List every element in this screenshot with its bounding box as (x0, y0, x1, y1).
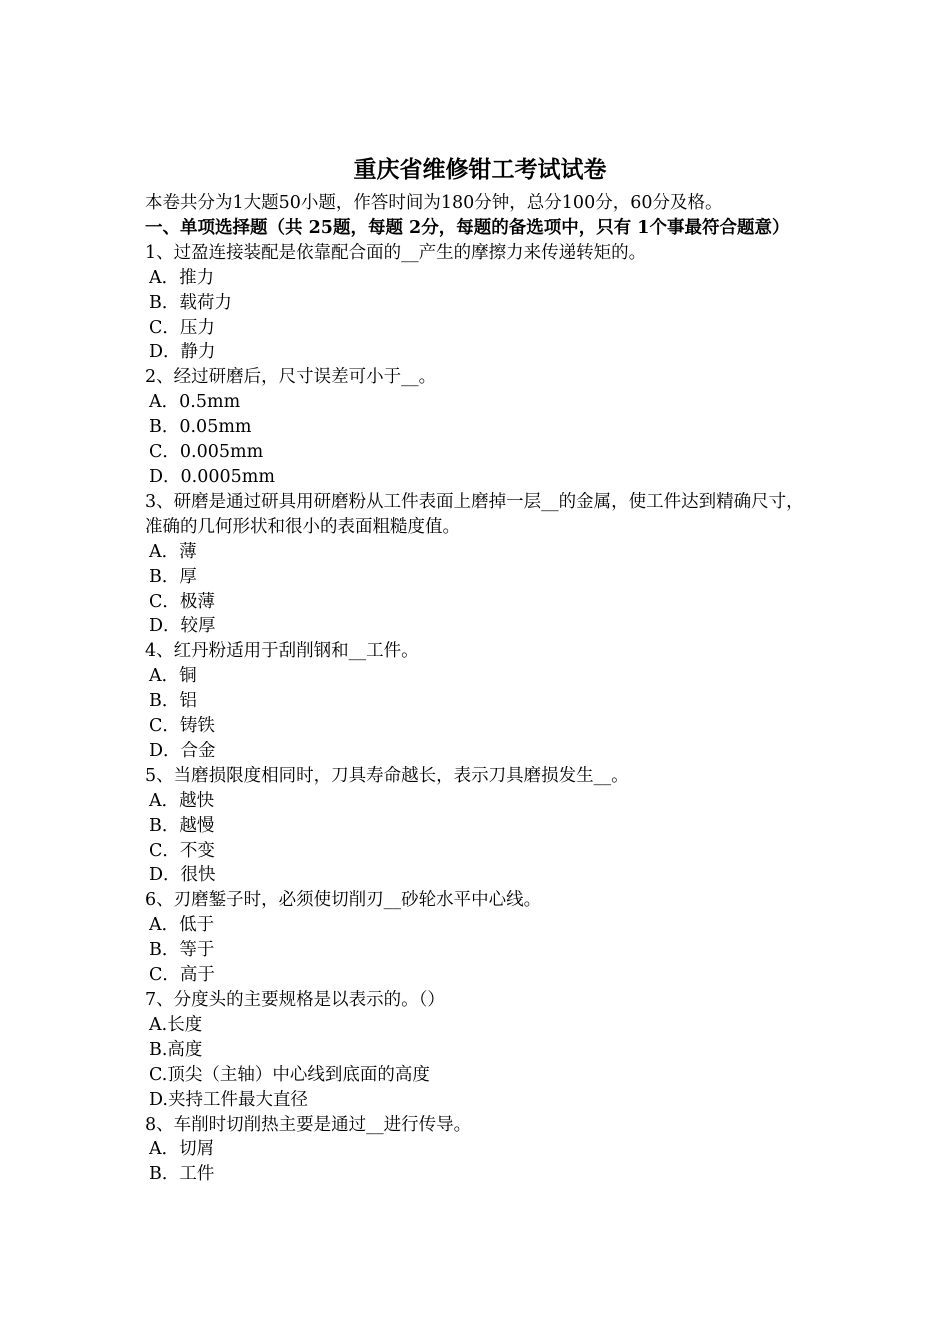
answer-option: D．静力 (149, 342, 216, 363)
question-block (145, 988, 815, 1113)
question-stem: 2、经过研磨后，尺寸误差可小于__。 (145, 367, 437, 388)
answer-option: D．很快 (149, 865, 216, 886)
answer-option: C．压力 (149, 317, 215, 338)
answer-option: A．铜 (149, 666, 197, 687)
question-stem: 1、过盈连接装配是依靠配合面的__产生的摩擦力来传递转矩的。 (145, 242, 647, 263)
question-block (145, 888, 815, 988)
question-block (145, 1113, 815, 1188)
answer-option: D．0.0005mm (149, 466, 275, 487)
answer-option: A．越快 (149, 790, 215, 811)
question-stem: 4、红丹粉适用于刮削钢和__工件。 (145, 641, 419, 662)
answer-option: D．合金 (149, 740, 216, 761)
question-block (145, 241, 815, 366)
question-block (145, 365, 815, 490)
answer-option: B.高度 (149, 1039, 203, 1060)
answer-option: C．铸铁 (149, 716, 215, 737)
answer-option: A．薄 (149, 541, 197, 562)
answer-option: C.顶尖（主轴）中心线到底面的高度 (149, 1064, 430, 1085)
answer-option: B．越慢 (149, 815, 215, 836)
question-block (145, 764, 815, 889)
question-block (145, 490, 815, 639)
answer-option: B．载荷力 (149, 292, 232, 313)
question-list (145, 241, 815, 1187)
answer-option: B．厚 (149, 566, 197, 587)
question-stem: 7、分度头的主要规格是以表示的。（） (145, 990, 445, 1010)
page-title: 重庆省维修钳工考试试卷 (353, 156, 607, 183)
answer-option: C．高于 (149, 965, 215, 986)
answer-option: A．切屑 (149, 1139, 215, 1160)
answer-option: A．0.5mm (149, 392, 241, 413)
question-stem: 5、当磨损限度相同时，刀具寿命越长，表示刀具磨损发生__。 (145, 765, 629, 786)
answer-option: B．0.05mm (149, 417, 252, 438)
answer-option: B．等于 (149, 940, 215, 961)
question-block (145, 639, 815, 764)
answer-option: D.夹持工件最大直径 (149, 1089, 308, 1110)
answer-option: C．0.005mm (149, 442, 264, 463)
answer-option: C．极薄 (149, 591, 215, 612)
answer-option: A.长度 (149, 1014, 203, 1035)
question-stem: 3、研磨是通过研具用研磨粉从工件表面上磨掉一层__的金属，使工件达到精确尺寸，准确的几何形状和很小的表面粗糙度值。 (145, 491, 804, 537)
answer-option: A．低于 (149, 915, 215, 936)
exam-intro: 本卷共分为1大题50小题，作答时间为180分钟，总分100分，60分及格。 (145, 193, 723, 213)
section-heading: 一、单项选择题（共 25题，每题 2分，每题的备选项中，只有 1个事最符合题意） (145, 217, 790, 238)
question-stem: 6、刃磨錾子时，必须使切削刃__砂轮水平中心线。 (145, 890, 542, 911)
exam-page (145, 150, 815, 1187)
answer-option: B．工件 (149, 1164, 215, 1185)
question-stem: 8、车削时切削热主要是通过__进行传导。 (145, 1114, 472, 1135)
answer-option: C．不变 (149, 840, 215, 861)
answer-option: A．推力 (149, 267, 215, 288)
answer-option: B．铝 (149, 691, 197, 712)
answer-option: D．较厚 (149, 616, 216, 637)
